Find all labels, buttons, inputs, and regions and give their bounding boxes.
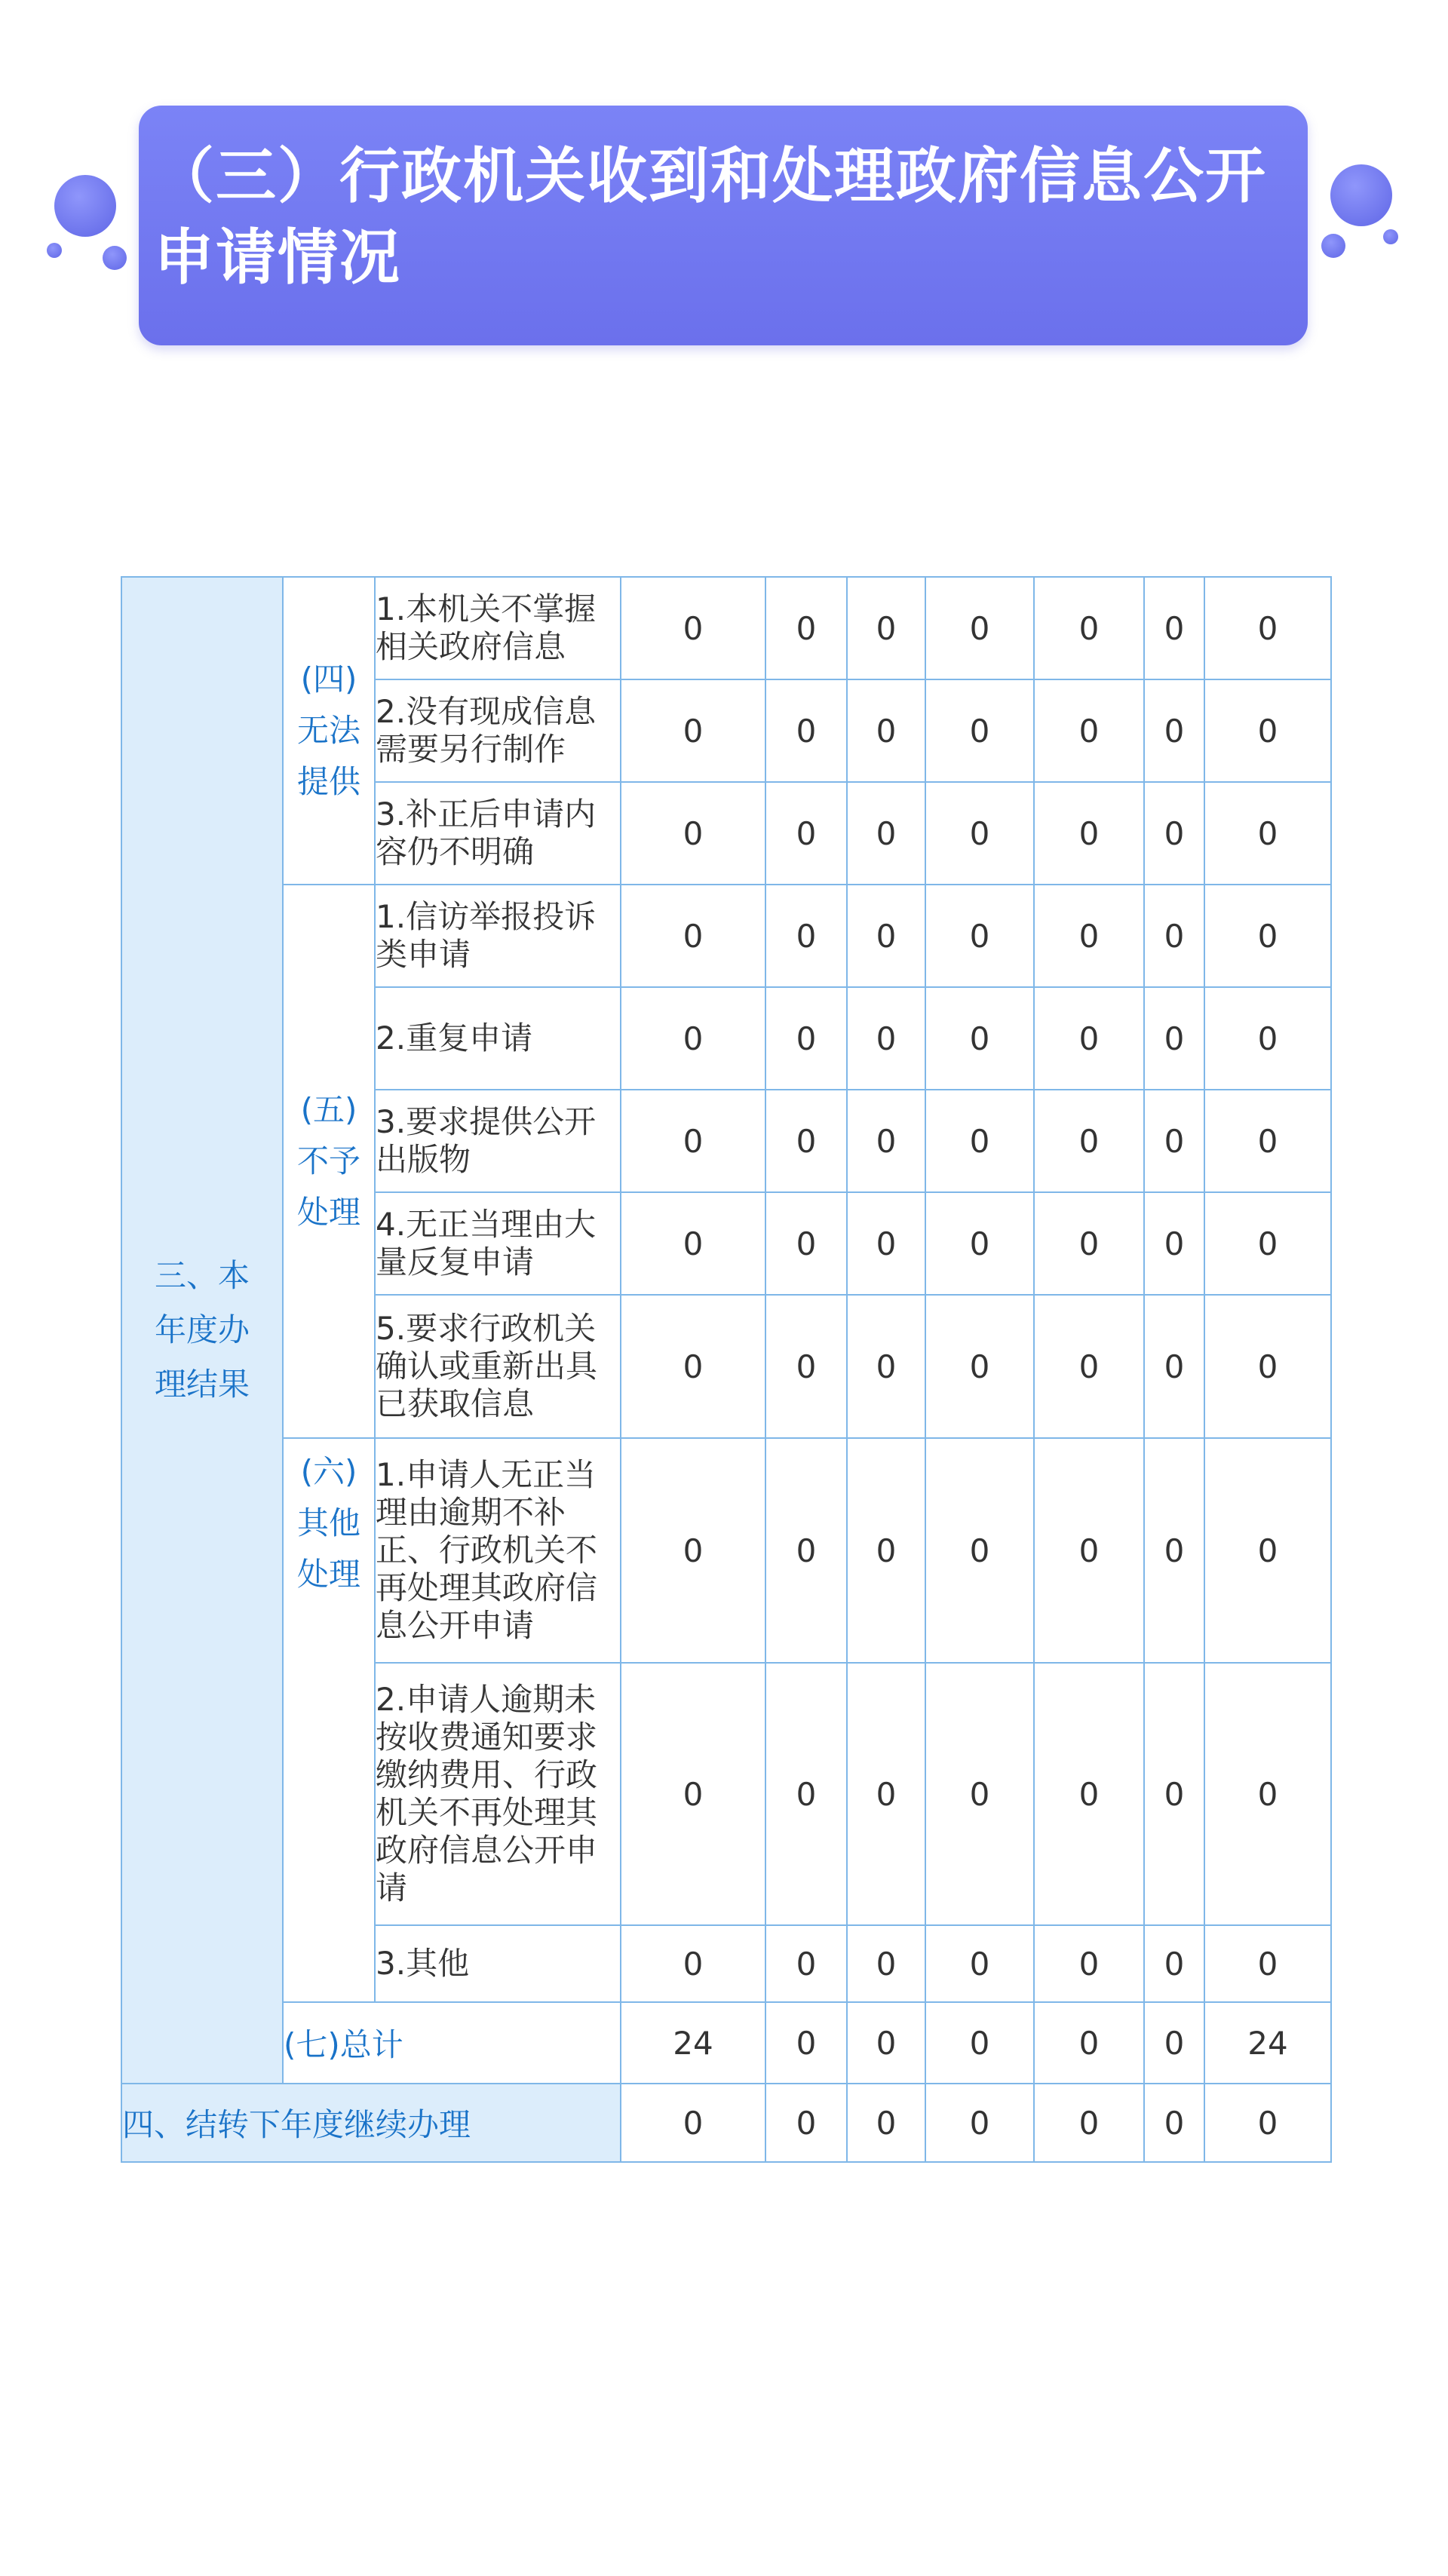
value-cell: 0 (1034, 987, 1144, 1090)
value-cell: 0 (925, 782, 1034, 885)
value-cell: 0 (765, 1438, 847, 1663)
carry-over-value-cell: 0 (621, 2084, 765, 2162)
decor-dot (1330, 164, 1392, 226)
value-cell: 0 (1144, 987, 1204, 1090)
carry-over-value-cell: 0 (1144, 2084, 1204, 2162)
row-item-label: 2.申请人逾期未按收费通知要求缴纳费用、行政机关不再处理其政府信息公开申请 (375, 1663, 621, 1925)
value-cell: 0 (1144, 679, 1204, 782)
value-cell: 0 (1034, 1925, 1144, 2002)
value-cell: 0 (1144, 577, 1204, 679)
value-cell: 0 (1204, 1925, 1331, 2002)
value-cell: 0 (621, 1925, 765, 2002)
value-cell: 0 (925, 1192, 1034, 1295)
value-cell: 0 (765, 1090, 847, 1192)
value-cell: 0 (1034, 1295, 1144, 1438)
value-cell: 0 (1034, 1438, 1144, 1663)
total-label: (七)总计 (283, 2002, 621, 2084)
results-table (121, 576, 1332, 2163)
value-cell: 0 (621, 577, 765, 679)
table-row (121, 1438, 1331, 1663)
value-cell: 0 (925, 987, 1034, 1090)
section-result-label: 三、本年度办理结果 (121, 577, 283, 2084)
decor-dot (1383, 229, 1398, 244)
carry-over-value-cell: 0 (925, 2084, 1034, 2162)
value-cell: 0 (1034, 885, 1144, 987)
total-value-cell: 24 (621, 2002, 765, 2084)
row-item-label: 1.信访举报投诉类申请 (375, 885, 621, 987)
decor-dot (54, 175, 116, 237)
value-cell: 0 (1144, 1663, 1204, 1925)
value-cell: 0 (1204, 1192, 1331, 1295)
value-cell: 0 (621, 1090, 765, 1192)
section-title: （三）行政机关收到和处理政府信息公开申请情况 (154, 141, 1267, 293)
total-row (121, 2002, 1331, 2084)
value-cell: 0 (1204, 679, 1331, 782)
value-cell: 0 (621, 987, 765, 1090)
value-cell: 0 (1204, 577, 1331, 679)
carry-over-value-cell: 0 (765, 2084, 847, 2162)
row-item-label: 3.补正后申请内容仍不明确 (375, 782, 621, 885)
value-cell: 0 (765, 885, 847, 987)
carry-over-value-cell: 0 (1204, 2084, 1331, 2162)
value-cell: 0 (765, 987, 847, 1090)
value-cell: 0 (1204, 885, 1331, 987)
value-cell: 0 (847, 577, 925, 679)
row-item-label: 5.要求行政机关确认或重新出具已获取信息 (375, 1295, 621, 1438)
value-cell: 0 (925, 1295, 1034, 1438)
value-cell: 0 (765, 1663, 847, 1925)
row-item-label: 4.无正当理由大量反复申请 (375, 1192, 621, 1295)
value-cell: 0 (847, 1663, 925, 1925)
total-value-cell: 0 (765, 2002, 847, 2084)
value-cell: 0 (1144, 885, 1204, 987)
value-cell: 0 (847, 679, 925, 782)
value-cell: 0 (621, 1192, 765, 1295)
group-label: (四)无法提供 (283, 577, 375, 885)
value-cell: 0 (621, 1663, 765, 1925)
row-item-label: 1.本机关不掌握相关政府信息 (375, 577, 621, 679)
value-cell: 0 (1144, 1925, 1204, 2002)
value-cell: 0 (925, 1663, 1034, 1925)
row-item-label: 1.申请人无正当理由逾期不补正、行政机关不再处理其政府信息公开申请 (375, 1438, 621, 1663)
value-cell: 0 (1204, 1090, 1331, 1192)
row-item-label: 2.没有现成信息需要另行制作 (375, 679, 621, 782)
value-cell: 0 (621, 1295, 765, 1438)
value-cell: 0 (765, 577, 847, 679)
value-cell: 0 (1204, 1438, 1331, 1663)
total-value-cell: 0 (847, 2002, 925, 2084)
decor-dot (103, 246, 127, 270)
carry-over-row (121, 2084, 1331, 2162)
total-value-cell: 0 (1144, 2002, 1204, 2084)
value-cell: 0 (847, 1438, 925, 1663)
value-cell: 0 (1034, 782, 1144, 885)
value-cell: 0 (1204, 1295, 1331, 1438)
value-cell: 0 (1204, 1663, 1331, 1925)
value-cell: 0 (1144, 1192, 1204, 1295)
value-cell: 0 (765, 1925, 847, 2002)
value-cell: 0 (621, 679, 765, 782)
value-cell: 0 (847, 1090, 925, 1192)
value-cell: 0 (765, 1192, 847, 1295)
value-cell: 0 (765, 782, 847, 885)
value-cell: 0 (925, 885, 1034, 987)
value-cell: 0 (1144, 1438, 1204, 1663)
group-label: (五)不予处理 (283, 885, 375, 1438)
value-cell: 0 (621, 885, 765, 987)
total-value-cell: 0 (1034, 2002, 1144, 2084)
value-cell: 0 (847, 1295, 925, 1438)
value-cell: 0 (1034, 679, 1144, 782)
value-cell: 0 (925, 1090, 1034, 1192)
value-cell: 0 (1034, 1090, 1144, 1192)
value-cell: 0 (621, 1438, 765, 1663)
value-cell: 0 (765, 1295, 847, 1438)
table-row (121, 577, 1331, 679)
total-value-cell: 0 (925, 2002, 1034, 2084)
table-row (121, 885, 1331, 987)
carry-over-label: 四、结转下年度继续办理 (121, 2084, 621, 2162)
value-cell: 0 (1204, 987, 1331, 1090)
carry-over-value-cell: 0 (1034, 2084, 1144, 2162)
total-value-cell: 24 (1204, 2002, 1331, 2084)
value-cell: 0 (847, 885, 925, 987)
value-cell: 0 (1034, 1663, 1144, 1925)
value-cell: 0 (847, 1192, 925, 1295)
value-cell: 0 (925, 1438, 1034, 1663)
value-cell: 0 (847, 782, 925, 885)
value-cell: 0 (925, 679, 1034, 782)
carry-over-value-cell: 0 (847, 2084, 925, 2162)
value-cell: 0 (925, 577, 1034, 679)
row-item-label: 3.其他 (375, 1925, 621, 2002)
value-cell: 0 (847, 1925, 925, 2002)
value-cell: 0 (765, 679, 847, 782)
value-cell: 0 (847, 987, 925, 1090)
section-banner (139, 106, 1308, 345)
value-cell: 0 (1144, 1090, 1204, 1192)
row-item-label: 3.要求提供公开出版物 (375, 1090, 621, 1192)
value-cell: 0 (621, 782, 765, 885)
value-cell: 0 (925, 1925, 1034, 2002)
value-cell: 0 (1034, 1192, 1144, 1295)
value-cell: 0 (1144, 1295, 1204, 1438)
decor-dot (47, 243, 62, 258)
value-cell: 0 (1034, 577, 1144, 679)
group-label: (六)其他处理 (283, 1438, 375, 2002)
decor-dot (1321, 234, 1345, 258)
value-cell: 0 (1204, 782, 1331, 885)
value-cell: 0 (1144, 782, 1204, 885)
row-item-label: 2.重复申请 (375, 987, 621, 1090)
